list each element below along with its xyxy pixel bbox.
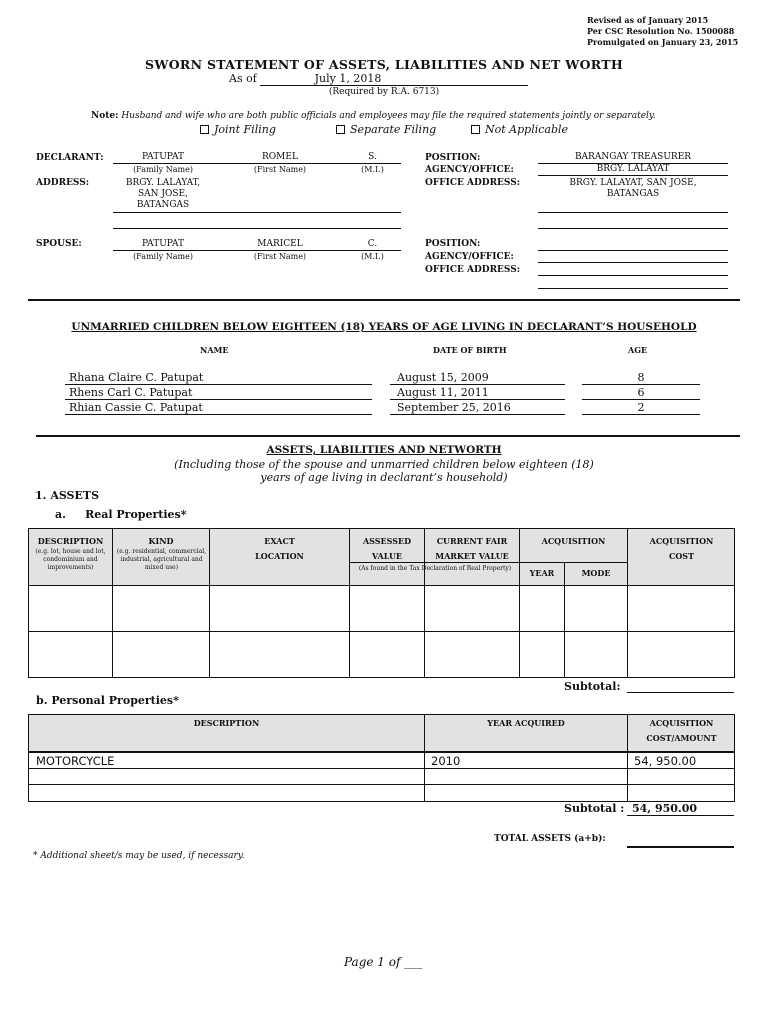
real-properties-label: a. Real Properties*: [55, 508, 187, 521]
not-applicable-label: Not Applicable: [485, 123, 569, 136]
spouse-position-label: POSITION:: [425, 239, 481, 249]
spouse-mi[interactable]: C.: [367, 239, 378, 249]
additional-sheet-note: * Additional sheet/s may be used, if necessary.: [33, 851, 245, 861]
personal-row-1-description[interactable]: MOTORCYCLE: [36, 754, 115, 768]
section-divider-2: [36, 435, 740, 437]
spouse-label: SPOUSE:: [36, 239, 82, 249]
spouse-agency-label: AGENCY/OFFICE:: [425, 252, 514, 262]
personal-properties-label: b. Personal Properties*: [36, 694, 179, 707]
section-divider-1: [28, 299, 740, 301]
real-col-acquisition: ACQUISITION: [541, 536, 606, 546]
office-underline-2: [538, 228, 728, 229]
child-2-age[interactable]: 6: [637, 386, 645, 399]
child-2-age-line: [582, 399, 700, 400]
total-assets-label: TOTAL ASSETS (a+b):: [494, 834, 606, 844]
children-col-dob: DATE OF BIRTH: [433, 345, 507, 355]
real-col-location: LOCATION: [255, 551, 304, 561]
child-3-dob[interactable]: September 25, 2016: [397, 401, 511, 414]
spouse-first-caption: (First Name): [253, 252, 307, 261]
assets-sub-2: years of age living in declarant’s household): [260, 471, 508, 484]
total-assets-line[interactable]: [627, 846, 734, 848]
child-3-dob-line: [390, 414, 565, 415]
as-of-label: As of: [229, 72, 257, 85]
agency-label: AGENCY/OFFICE:: [425, 165, 514, 175]
child-2-dob[interactable]: August 11, 2011: [397, 386, 489, 399]
personal-col-description: DESCRIPTION: [193, 718, 260, 728]
as-of-value[interactable]: July 1, 2018: [314, 72, 382, 85]
real-col-value: VALUE: [371, 551, 403, 561]
spouse-first-name[interactable]: MARICEL: [257, 239, 303, 249]
declarant-mi[interactable]: S.: [368, 152, 377, 162]
child-1-dob-line: [390, 384, 565, 385]
child-3-age-line: [582, 414, 700, 415]
real-col-description: DESCRIPTION: [37, 536, 104, 546]
declarant-family-name[interactable]: PATUPAT: [141, 152, 185, 162]
spouse-office-underline-1[interactable]: [538, 275, 728, 276]
note-label: Note:: [91, 111, 119, 121]
address-line-3[interactable]: BATANGAS: [136, 200, 190, 210]
family-name-caption: (Family Name): [133, 165, 193, 174]
child-1-age[interactable]: 8: [637, 371, 645, 384]
declarant-name-underline: [113, 163, 401, 164]
real-col-year: YEAR: [529, 568, 555, 578]
personal-subtotal-line: [627, 815, 734, 816]
not-applicable-option[interactable]: [471, 123, 568, 136]
spouse-office-underline-2[interactable]: [538, 288, 728, 289]
office-underline-1: [538, 212, 728, 213]
declarant-first-name[interactable]: ROMEL: [262, 152, 298, 162]
child-3-age[interactable]: 2: [637, 401, 645, 414]
revision-line-2: Per CSC Resolution No. 1500088: [587, 26, 735, 36]
spouse-family-caption: (Family Name): [133, 252, 193, 261]
assets-sub-1: (Including those of the spouse and unmarried children below eighteen (18): [174, 458, 594, 471]
real-col-acq-cost-2: COST: [668, 551, 695, 561]
personal-col-cost-1: ACQUISITION: [649, 718, 714, 728]
agency-underline: [538, 175, 728, 176]
child-1-age-line: [582, 384, 700, 385]
real-col-assessed: ASSESSED: [362, 536, 412, 546]
revision-line-1: Revised as of January 2015: [587, 15, 709, 25]
real-col-mode: MODE: [581, 568, 611, 578]
children-col-name: NAME: [200, 345, 229, 355]
personal-subtotal-value[interactable]: 54, 950.00: [632, 802, 698, 815]
personal-subtotal-label: Subtotal :: [564, 802, 625, 815]
spouse-name-underline: [113, 250, 401, 251]
declarant-position[interactable]: BARANGAY TREASURER: [574, 152, 692, 162]
address-line-2[interactable]: SAN JOSE,: [138, 189, 188, 199]
personal-row-1-cost[interactable]: 54, 950.00: [634, 754, 697, 768]
position-label: POSITION:: [425, 153, 481, 163]
spouse-family-name[interactable]: PATUPAT: [141, 239, 185, 249]
mi-caption: (M.I.): [361, 165, 384, 174]
child-1-name-line: [65, 384, 372, 385]
real-col-exact: EXACT: [264, 536, 295, 546]
declarant-label: DECLARANT:: [36, 153, 104, 163]
real-col-kind: KIND: [148, 536, 174, 546]
address-underline-1: [113, 212, 401, 213]
office-address-label: OFFICE ADDRESS:: [425, 178, 521, 188]
checkbox-icon[interactable]: [336, 125, 345, 134]
address-line-1[interactable]: BRGY. LALAYAT,: [125, 178, 201, 188]
real-col-kind-note: (e.g. residential, commercial, industrial, agricultural and mixed use): [116, 548, 207, 571]
child-2-name[interactable]: Rhens Carl C. Patupat: [69, 386, 193, 399]
revision-line-3: Promulgated on January 23, 2015: [587, 37, 739, 47]
real-subtotal-line[interactable]: [627, 692, 734, 693]
declarant-agency[interactable]: BRGY. LALAYAT: [596, 164, 670, 174]
separate-filing-option[interactable]: [336, 123, 436, 136]
as-of-underline: [260, 85, 528, 86]
child-2-dob-line: [390, 399, 565, 400]
personal-col-year: YEAR ACQUIRED: [487, 718, 565, 728]
child-3-name-line: [65, 414, 372, 415]
office-address-line-2[interactable]: BATANGAS: [606, 189, 660, 199]
address-underline-2: [113, 228, 401, 229]
office-address-line-1[interactable]: BRGY. LALAYAT, SAN JOSE,: [569, 178, 697, 188]
child-2-name-line: [65, 399, 372, 400]
required-by: (Required by R.A. 6713): [328, 87, 440, 97]
personal-col-cost-2: COST/AMOUNT: [646, 733, 717, 743]
real-col-acq-cost-1: ACQUISITION: [649, 536, 714, 546]
real-col-market-value: MARKET VALUE: [435, 551, 509, 561]
children-col-age: AGE: [628, 345, 648, 355]
separate-filing-label: Separate Filing: [350, 123, 437, 136]
child-3-name[interactable]: Rhian Cassie C. Patupat: [69, 401, 203, 414]
checkbox-icon[interactable]: [471, 125, 480, 134]
page-number: Page 1 of ___: [344, 955, 423, 969]
personal-row-1-year[interactable]: 2010: [431, 754, 461, 768]
note-text: Husband and wife who are both public officials and employees may file the required statements jointly or separately.: [121, 111, 656, 121]
real-subtotal-label: Subtotal:: [564, 680, 621, 693]
note: [91, 111, 656, 121]
spouse-position-underline[interactable]: [538, 250, 728, 251]
document-title: SWORN STATEMENT OF ASSETS, LIABILITIES AND NET WORTH: [145, 57, 623, 72]
child-1-name[interactable]: Rhana Claire C. Patupat: [69, 371, 204, 384]
assets-label: 1. ASSETS: [35, 489, 100, 502]
checkbox-icon[interactable]: [200, 125, 209, 134]
joint-filing-option[interactable]: [200, 123, 276, 136]
spouse-mi-caption: (M.I.): [361, 252, 384, 261]
spouse-agency-underline[interactable]: [538, 262, 728, 263]
joint-filing-label: Joint Filing: [214, 123, 276, 136]
real-col-found-note: (As found in the Tax Declaration of Real Property): [358, 565, 512, 572]
spouse-office-label: OFFICE ADDRESS:: [425, 265, 521, 275]
address-label: ADDRESS:: [36, 178, 90, 188]
children-heading: UNMARRIED CHILDREN BELOW EIGHTEEN (18) YEARS OF AGE LIVING IN DECLARANT’S HOUSEHOLD: [71, 321, 697, 333]
assets-heading: ASSETS, LIABILITIES AND NETWORTH: [266, 444, 502, 456]
child-1-dob[interactable]: August 15, 2009: [397, 371, 489, 384]
real-col-current-fair: CURRENT FAIR: [436, 536, 508, 546]
real-col-description-note: (e.g. lot, house and lot, condominium and improvements): [35, 548, 106, 571]
first-name-caption: (First Name): [253, 165, 307, 174]
